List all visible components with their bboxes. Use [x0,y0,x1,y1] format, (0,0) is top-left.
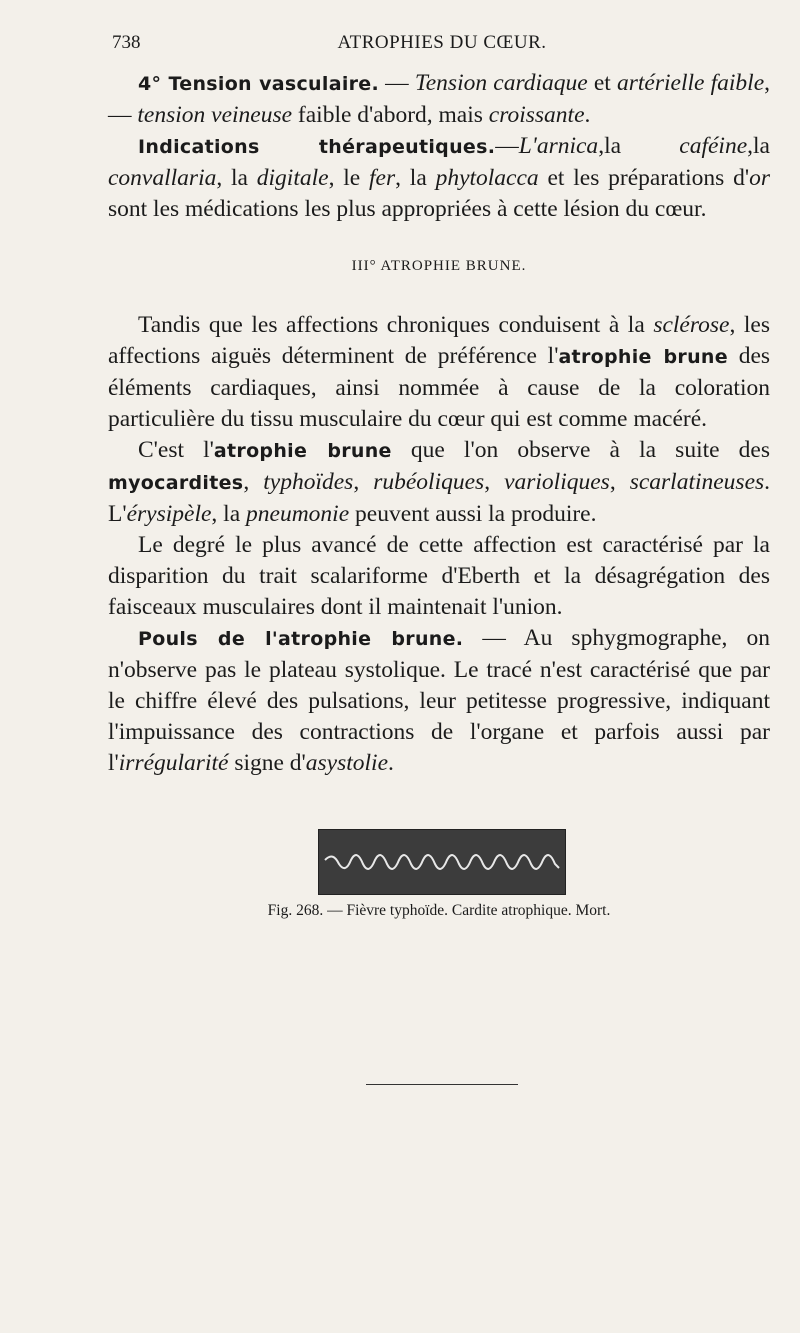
text-run: et [587,70,617,96]
paragraph-pouls [108,623,770,779]
paragraph-indications [108,131,770,225]
text-run: , — [108,70,771,128]
section-heading: III° ATROPHIE BRUNE. [351,258,527,274]
bold-term: myocardites [108,472,244,494]
text-block-atrophie-brune [108,310,770,779]
paragraph-intro [108,310,770,435]
text-run: . [388,750,394,776]
text-run: peuvent aussi la produire. [349,501,597,527]
section-rule [366,1084,518,1085]
figure-caption: Fig. 268. — Fièvre typhoïde. Cardite atrophique. Mort. [267,902,611,919]
text-run: — [379,70,415,96]
italic-term: artérielle faible [617,70,765,96]
italic-term: varioliques [504,469,610,495]
bold-term: atrophie brune [558,346,728,368]
italic-term: rubéoliques [373,469,485,495]
italic-term: croissante [488,102,585,128]
italic-term: typhoïdes [263,469,354,495]
italic-term: érysipèle [126,501,212,527]
text-run: , le [328,165,370,191]
text-run: , la [216,165,257,191]
text-run: , [243,469,264,495]
paragraph-degre [108,530,770,623]
italic-term: tension veineuse [137,102,293,128]
italic-term: convallaria [108,165,217,191]
text-run: — [495,133,519,159]
text-run: . L' [108,469,771,527]
text-run: , les affections aiguës déterminent de préférence l' [108,312,771,369]
pulse-trace-line [325,855,559,869]
bold-term: atrophie brune [213,440,392,462]
italic-term: L'arnica [518,133,599,159]
text-run: que l'on observe à la suite des [391,437,771,463]
text-run: signe d' [228,750,306,776]
running-title: ATROPHIES DU CŒUR. [337,32,547,53]
text-run: C'est l' [138,437,214,463]
italic-term: scarlatineuses [629,469,765,495]
paragraph-causes [108,435,770,530]
italic-term: pneumonie [246,501,350,527]
paragraph-label: Pouls de l'atrophie brune. [138,628,464,650]
italic-term: asystolie [305,750,389,776]
text-block-top [108,68,770,225]
pulse-trace-graphic [319,830,565,894]
paragraph-tension-vasculaire [108,68,770,131]
text-run: . [584,102,591,128]
text-run: ,la [598,133,680,159]
italic-term: sclérose [653,312,730,338]
italic-term: fer [369,165,396,191]
italic-term: caféine [679,133,748,159]
text-run: Le degré le plus avancé de cette affection est caractérisé par la disparition du trait scalariforme d'Eberth et la désagrégation des faisceaux musculaires dont il maintenait l'union. [108,532,770,620]
text-run: , [484,469,505,495]
italic-term: phytolacca [435,165,539,191]
text-run: , la [211,501,247,527]
text-run: , [353,469,374,495]
italic-term: or [749,165,770,191]
text-run: , [609,469,630,495]
italic-term: Tension cardiaque [414,70,588,96]
text-run: faible d'abord, mais [292,102,489,128]
page-header [112,32,772,56]
text-run: des éléments cardiaques, ainsi nommée à cause de la coloration particulière du tissu musculaire du cœur qui est comme macéré. [108,343,771,432]
text-run: sont les médications les plus appropriées à cette lésion du cœur. [108,196,707,222]
paragraph-label: 4° Tension vasculaire. [138,73,380,95]
text-run: Tandis que les affections chroniques conduisent à la [138,312,654,338]
italic-term: digitale [256,165,329,191]
text-run: — Au sphygmographe, on n'observe pas le plateau systolique. Le tracé n'est caractérisé que par le chiffre élevé des pulsations, leur petitesse progressive, indiquant l'impuissance des contractions de l'organe et parfois aussi par l' [108,625,770,776]
paragraph-label: Indications thérapeutiques. [138,136,496,158]
page-number: 738 [112,32,141,53]
show-through-text [108,955,770,1295]
text-run: , la [395,165,436,191]
sphygmograph-figure [318,829,566,895]
text-run: ,la [747,133,770,159]
italic-term: irrégularité [118,750,229,776]
text-run: et les préparations d' [538,165,750,191]
